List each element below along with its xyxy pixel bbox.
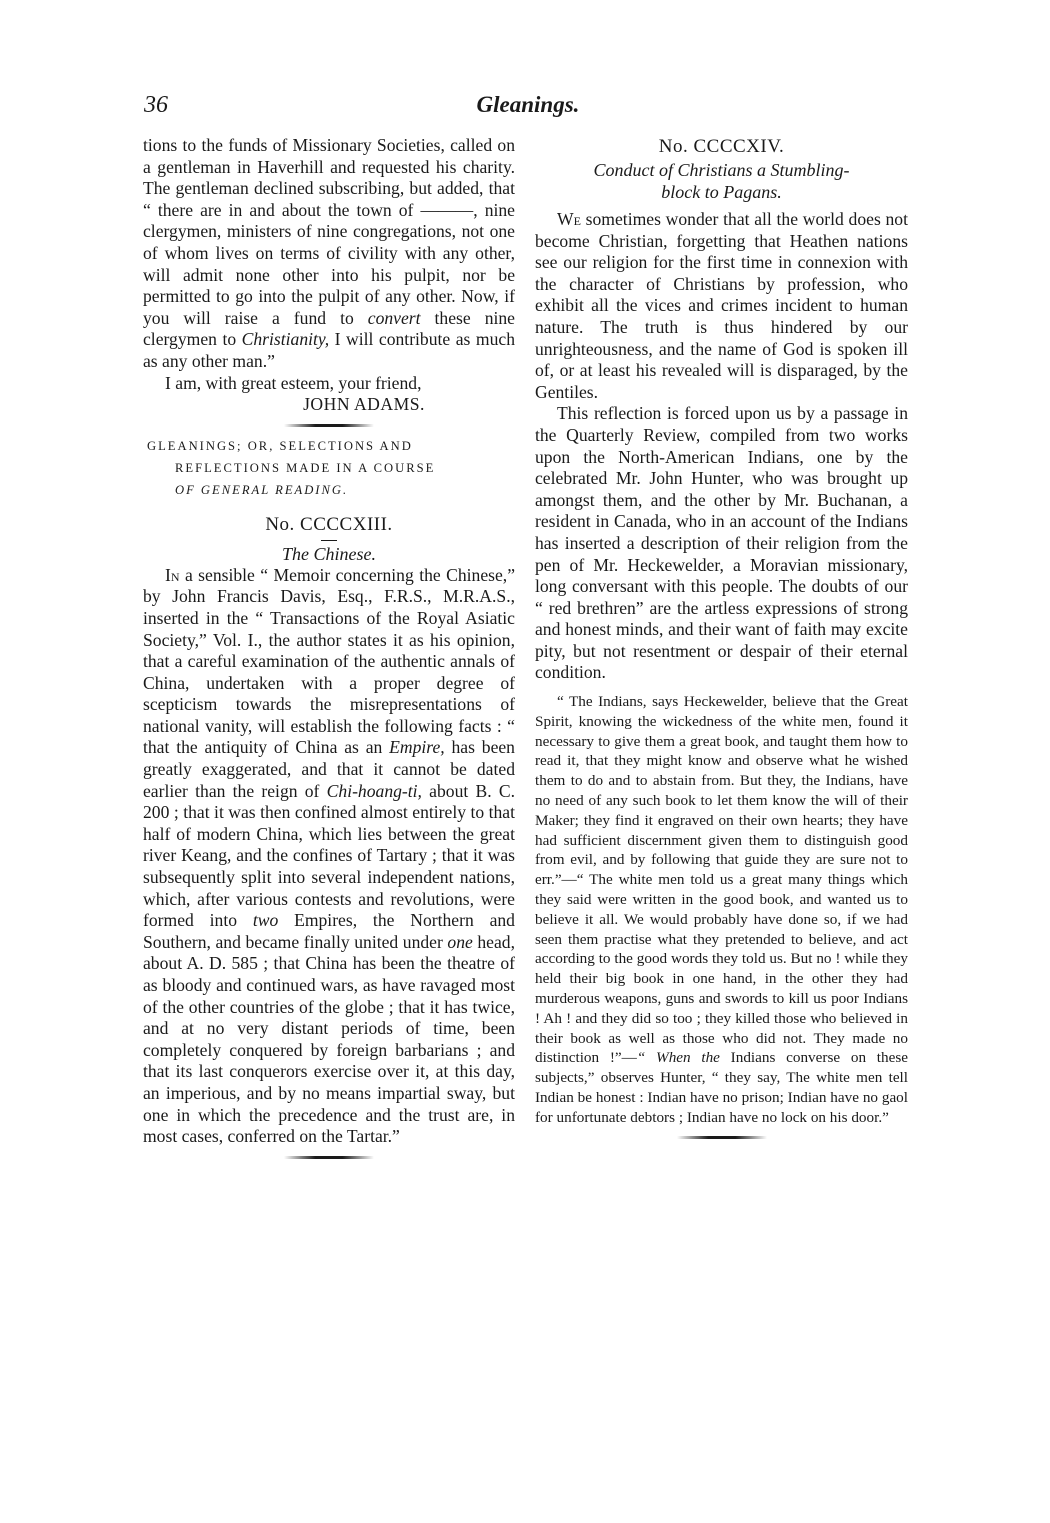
page-number: 36 (144, 92, 168, 118)
article-number: No. CCCCXIII. (265, 513, 393, 535)
continuation-paragraph: tions to the funds of Missionary Societies, called on a gentleman in Haverhill and requested his charity. The gentleman declined subscribing, but added, that “ there are in and about the town of ———, nine clergymen, ministers of nine congregations, not one of whom lives on terms of civility with any other, will admit none other into his pulpit, nor be permitted to go into the pulpit of any other. Now, if you will raise a fund to convert these nine clergymen to Christianity, I will contribute as much as any other man.” (143, 135, 515, 371)
emphasis-two: two (252, 910, 279, 931)
emphasis-when-the: “ When the (636, 1049, 720, 1067)
section-end-divider (284, 1156, 374, 1159)
letter-signoff: I am, with great esteem, your friend, (165, 372, 422, 393)
left-column (143, 135, 515, 1167)
emphasis-empire: Empire, (389, 737, 445, 758)
page-header (144, 92, 912, 124)
article-number: No. CCCCXIV. (658, 136, 785, 157)
emphasis-christianity: Christianity, (241, 329, 330, 350)
emphasis-convert: convert (367, 307, 421, 328)
running-title: Gleanings. (476, 92, 580, 117)
quotation-paragraph: “ The Indians, says Heckewelder, believe that the Great Spirit, knowing the wickedness of the white men, found it necessary to give them a great book, and taught them how to read it, that they might know and observe what he wished them to do and to abstain from. But they, the Indians, have no need of any such book to let them know the will of their Maker; they find it engraved on their own hearts; they have had sufficient discernment given them to distinguish good from evil, and by following that guide they are sure not to err.”—“ The white men told us a great many things which they said were written in the good book, and wanted us to believe it all. We would probably have done so, if we had seen them practise what they pretended to believe, and act according to the good words they told us. But no ! while they held their big book in one hand, in the other they had murderous weapons, guns and swords to kill us poor Indians ! Ah ! and they did so too ; they killed those who believed in their book as well as those who did not. They made no distinction !”—“ When the Indians converse on these subjects,” observes Hunter, “ they say, The white men tell Indian be honest : Indian have no prison; Indian have no gaol for unfortunate debtors ; Indian have no lock on his door.” (535, 693, 908, 1126)
section-end-divider (677, 1136, 767, 1139)
article-paragraph: In a sensible “ Memoir concerning the Chinese,” by John Francis Davis, Esq., F.R.S., M.R.A.S., inserted in the “ Transactions of the Royal Asiatic Society,” Vol. I., the author states it as his opinion, that a careful examination of the authentic annals of China, undertaken with a proper degree of scepticism towards the misrepresentations of national vanity, will establish the following facts : “ that the antiquity of China as an Empire, has been greatly exaggerated, and that it cannot be dated earlier than the reign of Chi-hoang-ti, about B. C. 200 ; that it was then confined almost entirely to that half of modern China, which lies between the great river Keang, and the confines of Tartary ; that it was subsequently split into several independent nations, which, after various contests and revolutions, were formed into two Empires, the Northern and Southern, and became finally united under one head, about A. D. 585 ; that China has been the theatre of as bloody and continued wars, as have ravaged most of the other countries of the globe ; that it has twice, and at no very distant periods of time, been completely conquered by foreign barbarians ; and that its last conquerors exercise over it, at this day, an imperious, and by no means impartial sway, but one in which the precedence and the trust are, in most cases, conferred on the Tartar.” (143, 564, 515, 1147)
letter-signature: JOHN ADAMS. (303, 394, 425, 415)
emphasis-chi-hoang-ti: Chi-hoang-ti, (326, 780, 422, 801)
section-heading: GLEANINGS; OR, SELECTIONS AND REFLECTIONS MADE IN A COURSE OF GENERAL READING. (147, 438, 436, 497)
heading-rule (321, 540, 337, 541)
section-divider (284, 424, 374, 427)
right-column (535, 135, 908, 1147)
emphasis-one: one (447, 931, 473, 952)
article-subtitle: The Chinese. (282, 543, 376, 564)
article-subtitle: Conduct of Christians a Stumbling- block to Pagans. (593, 160, 850, 202)
article-paragraph: We sometimes wonder that all the world does not become Christian, forgetting that Heathen nations see our religion for the first time in connexion with the character of Christians by profession, who exhibit all the vices and crimes incident to human nature. The truth is thus hindered by our unrighteousness, and the name of God is spoken ill of, or at least his revealed will is disparaged, by the Gentiles. (535, 209, 908, 402)
article-paragraph: This reflection is forced upon us by a passage in the Quarterly Review, compiled from two works upon the North-American Indians, one by the celebrated Mr. John Hunter, who was brought up amongst them, and the other by Mr. Buchanan, a resident in Canada, who in an account of the Indians has inserted a description of their religion from the pen of Mr. Heckewelder, a Moravian missionary, long conversant with this people. The doubts of our “ red brethren” are the artless expressions of strong and honest minds, and their want of faith may excite pity, but not resentment or despair of their eternal condition. (535, 403, 908, 683)
